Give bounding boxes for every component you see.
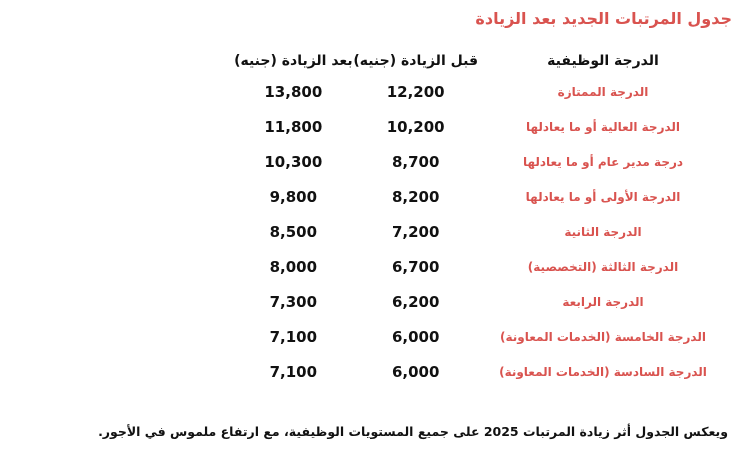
before-cell: 10,200 — [386, 117, 445, 136]
grade-cell: الدرجة الرابعة — [562, 294, 644, 309]
grade-cell: درجة مدير عام أو ما يعادلها — [522, 154, 684, 169]
after-cell: 8,000 — [269, 257, 318, 276]
table-row — [233, 249, 728, 284]
header-after: بعد الزيادة (جنيه) — [234, 53, 353, 69]
table-header-row — [233, 48, 728, 74]
after-cell: 8,500 — [269, 222, 318, 241]
before-cell: 8,200 — [391, 187, 440, 206]
grade-cell: الدرجة العالية أو ما يعادلها — [525, 119, 681, 134]
header-before: قبل الزيادة (جنيه) — [353, 53, 478, 69]
table-row — [233, 319, 728, 354]
after-cell: 11,800 — [264, 117, 323, 136]
table-row — [233, 284, 728, 319]
grade-cell: الدرجة الثانية — [564, 224, 642, 239]
after-cell: 7,100 — [269, 362, 318, 381]
grade-cell: الدرجة الممتازة — [557, 84, 649, 99]
grade-cell: الدرجة الخامسة (الخدمات المعاونة) — [500, 329, 706, 344]
table-row — [233, 74, 728, 109]
grade-cell: الدرجة السادسة (الخدمات المعاونة) — [499, 364, 707, 379]
table-row — [233, 109, 728, 144]
before-cell: 6,200 — [391, 292, 440, 311]
grade-cell: الدرجة الأولى أو ما يعادلها — [525, 189, 681, 204]
before-cell: 6,000 — [391, 327, 440, 346]
table-row — [233, 144, 728, 179]
table-row — [233, 214, 728, 249]
after-cell: 13,800 — [264, 82, 323, 101]
salary-table — [233, 48, 728, 389]
table-row — [233, 179, 728, 214]
table-title: جدول المرتبات الجديد بعد الزيادة — [475, 9, 732, 28]
header-grade: الدرجة الوظيفية — [547, 53, 659, 69]
before-cell: 8,700 — [391, 152, 440, 171]
table-row — [233, 354, 728, 389]
summary-paragraph: ويعكس الجدول أثر زيادة المرتبات 2025 على جميع المستويات الوظيفية، مع ارتفاع ملموس في الأجور. — [98, 424, 728, 439]
after-cell: 7,100 — [269, 327, 318, 346]
before-cell: 7,200 — [391, 222, 440, 241]
grade-cell: الدرجة الثالثة (التخصصية) — [527, 259, 679, 274]
after-cell: 7,300 — [269, 292, 318, 311]
after-cell: 9,800 — [269, 187, 318, 206]
before-cell: 6,000 — [391, 362, 440, 381]
before-cell: 12,200 — [386, 82, 445, 101]
after-cell: 10,300 — [264, 152, 323, 171]
before-cell: 6,700 — [391, 257, 440, 276]
